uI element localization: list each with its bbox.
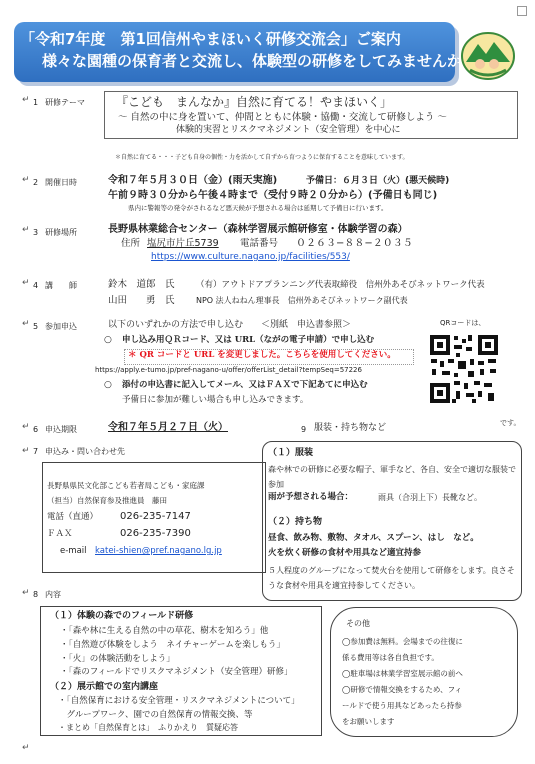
section-1-label: 研修テーマ: [45, 98, 85, 107]
header-subtitle: 様々な園種の保育者と交流し、体験型の研修をしてみませんか: [42, 52, 463, 70]
header-title: 「令和7年度 第1回信州やまほいく研修交流会」ご案内: [20, 30, 401, 48]
yamahoiku-logo: [458, 26, 518, 82]
venue-tel-label: 電話番号: [240, 238, 279, 249]
rain-text: 雨具（合羽上下）長靴など。: [378, 493, 482, 502]
rain-label: 雨が予想される場合：: [268, 492, 354, 502]
content-heading-2: （２）展示館での室内講座: [50, 682, 159, 692]
content-item-6: グループワーク、園での自然保育の情報交換、等: [58, 710, 253, 720]
other-line-1: ◯参加費は無料。会場までの往復に: [342, 637, 463, 646]
venue-name: 長野県林業総合センター（森林学習展示館研修室・体験学習の森）: [108, 224, 408, 235]
belongings-heading: （２）持ち物: [268, 517, 323, 527]
theme-note: ＊自然に育てる・・・子ども自身の個性・力を活かして自ずから育つように保育することを意味しています。: [115, 154, 409, 161]
section-9-number: 9: [301, 425, 307, 434]
section-5-number: 5: [33, 322, 39, 331]
qr-change-note: ＊ QR コードと URL を変更しました。こちらを使用してください。: [128, 350, 396, 360]
apply-url[interactable]: https://apply.e-tumo.jp/pref-nagano-u/offer/offerList_detail?tempSeq=57226: [95, 366, 362, 374]
date-note: 県内に警報等の発令がされるなど悪天候が予想される場合は延期して予備日に行います。: [128, 204, 388, 212]
content-item-7: ・まとめ「自然保育とは」 ふりかえり 質疑応答: [58, 723, 238, 732]
option-2-circle-icon: ○: [104, 380, 112, 390]
apply-option-2-note: 予備日に参加が難しい場合も申し込みできます。: [122, 395, 309, 405]
contact-fax: 026-235-7390: [120, 528, 191, 539]
event-time: 午前９時３０分から午後４時まで（受付９時２０分から）(予備日も同じ): [108, 190, 438, 201]
other-line-3: ◯駐車場は林業学習室展示館の前へ: [342, 669, 463, 678]
apply-intro: 以下のいずれかの方法で申し込む ＜別紙 申込書参照＞: [108, 320, 352, 330]
clothing-text: 森や林での研修に必要な帽子、軍手など、各自、安全で適切な服装で参加: [268, 465, 516, 489]
content-heading-1: （１）体験の森でのフィールド研修: [50, 611, 194, 621]
section-2-label: 開催日時: [45, 178, 77, 187]
other-line-4: ◯研修で情報交換をするため、フィ: [342, 685, 462, 694]
section-3-number: 3: [33, 228, 39, 237]
section-8-number: 8: [33, 590, 39, 599]
contact-org: 長野県県民文化部こども若者局こども・家庭課: [47, 481, 205, 490]
section-2-number: 2: [33, 178, 39, 187]
option-1-circle-icon: ○: [104, 335, 112, 345]
section-5-label: 参加申込: [45, 322, 77, 331]
other-line-5: ールドで使う用具などあったら持参: [342, 701, 462, 710]
other-line-2: 係る費用等は各自負担です。: [342, 653, 439, 662]
theme-title: 『こども まんなか』自然に育てる！やまほいく」: [116, 95, 393, 109]
backup-date: 予備日：６月３日（火）(悪天候時): [306, 176, 450, 186]
deadline-value: 令和７年５月２７日（火）: [108, 422, 228, 433]
other-line-6: をお願いします: [342, 717, 395, 726]
venue-address-label: 住所: [121, 238, 141, 249]
top-anchor-icon: [517, 6, 527, 16]
section-1-number: 1: [33, 98, 39, 107]
content-item-1: ・「森や林に生える自然の中の草花、樹木を知ろう」他: [60, 626, 269, 636]
content-item-3: ・「火」の体験活動をしよう」: [60, 654, 175, 664]
lecturer-1-name: 鈴木 道郎 氏: [108, 279, 175, 290]
clothing-heading: （１）服装: [268, 448, 314, 458]
section-4-number: 4: [33, 281, 39, 290]
event-date: 令和７年５月３０日（金）(雨天実施): [108, 175, 278, 186]
contact-mail-label: e-mail: [60, 546, 87, 556]
lecturer-2-name: 山田 勇 氏: [108, 295, 175, 306]
venue-tel: ０２６３−８８−２０３５: [296, 238, 413, 249]
qr-suffix: です。: [500, 419, 521, 427]
theme-subtitle: ～ 自然の中に身を置いて、仲間とともに体験・協働・交流して研修しよう ～: [118, 112, 447, 123]
belongings-list: 昼食、飲み物、敷物、タオル、スプーン、はし など。: [268, 533, 479, 543]
section-3-label: 研修場所: [45, 228, 77, 237]
contact-fax-label: ＦＡＸ: [47, 529, 73, 539]
content-item-2: ・「自然遊び体験をしよう ネイチャーゲームを楽しもう」: [60, 640, 285, 650]
theme-subtitle-2: 体験的実習とリスクマネジメント（安全管理）を中心に: [176, 125, 401, 135]
content-item-4: ・「森のフィールドでリスクマネジメント（安全管理）研修」: [60, 667, 293, 677]
contact-tel-label: 電話（直通）: [47, 512, 99, 522]
section-6-number: 6: [33, 425, 39, 434]
apply-option-2: 添付の申込書に記入してメール、又はＦＡＸで下記あてに申込む: [122, 380, 368, 390]
qr-code[interactable]: [428, 333, 500, 405]
section-7-number: 7: [33, 447, 39, 456]
lecturer-1-desc: （有）アウトドアプランニング代表取締役 信州外あそびネットワーク代表: [196, 280, 485, 290]
venue-address: 塩尻市片丘5739: [147, 238, 219, 249]
contact-person: （担当）自然保育参及推進員 藤田: [47, 496, 167, 505]
section-9-label: 服装・持ち物など: [314, 423, 387, 433]
fire-materials: 火を炊く研修の食材や用具など適宜持参: [268, 548, 422, 558]
group-note: ５人程度のグループになって焚火台を使用して研修をします。良さそうな食材や用具を適宜持参してください。: [268, 566, 515, 590]
contact-tel: 026-235-7147: [120, 511, 191, 522]
content-item-5: ・「自然保育における安全管理・リスクマネジメントについて」: [58, 696, 300, 706]
contact-email-link[interactable]: katei-shien@pref.nagano.lg.jp: [95, 546, 222, 556]
lecturer-2-desc: NPO 法人ねねん理事長 信州外あそびネットワーク副代表: [196, 296, 408, 305]
other-title: その他: [346, 619, 370, 628]
venue-url-link[interactable]: https://www.culture.nagano.jp/facilities/553/: [151, 252, 350, 262]
section-8-label: 内容: [45, 590, 61, 599]
section-6-label: 申込期限: [45, 425, 77, 434]
section-4-label: 講 師: [45, 281, 77, 290]
apply-option-1: 申し込み用ＱＲコード、又は URL（ながの電子申請）で申し込む: [122, 335, 375, 345]
section-7-label: 申込み・問い合わせ先: [45, 447, 125, 456]
qr-label: QRコードは、: [440, 319, 486, 327]
